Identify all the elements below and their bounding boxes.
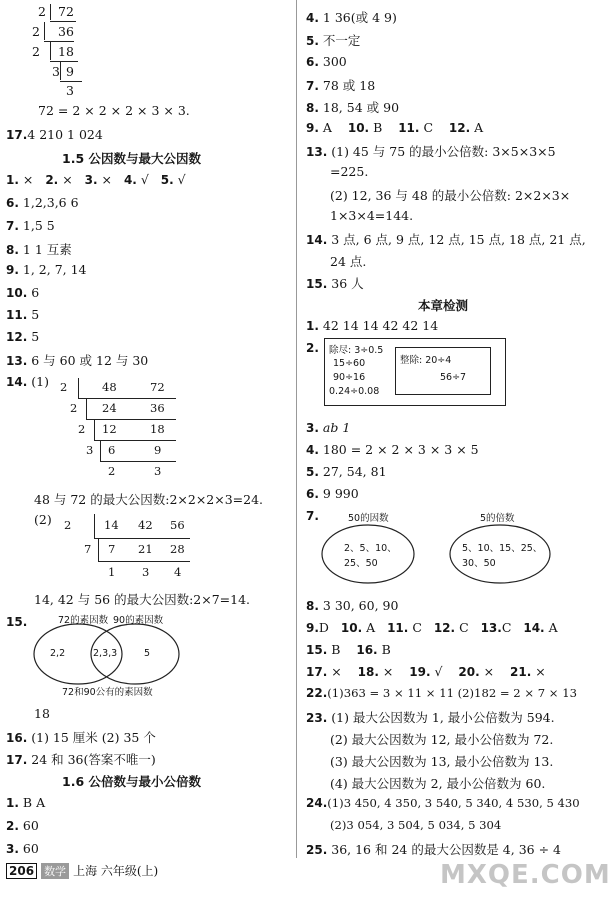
ladder-divisor: 2 <box>32 44 40 59</box>
answer-6: 6. 1,2,3,6 6 <box>6 195 79 210</box>
ladder-divisor: 2 <box>38 4 46 19</box>
ladder-value: 36 <box>58 24 74 39</box>
outer-box-title: 除尽: 3÷0.5 <box>329 345 384 356</box>
factor-ladder-48-72: 2 48 72 2 24 36 2 12 18 3 6 9 2 3 <box>60 378 180 484</box>
set-items-multiples-5: 5、10、15、25、 30、50 <box>462 543 543 569</box>
inner-box-title: 整除: 20÷4 <box>400 355 452 366</box>
answer-7r: 7. 78 或 18 <box>306 78 376 93</box>
set-label-multiples-5: 5的倍数 <box>480 513 515 524</box>
venn-caption: 72和90公有的素因数 <box>62 687 153 698</box>
answer-4: 4. 1 36(或 4 9) <box>306 10 397 25</box>
answer-13r-line4: 1×3×4=144. <box>330 208 414 223</box>
answer-9: 9. 1, 2, 7, 14 <box>6 262 87 277</box>
ladder-divisor: 2 <box>32 24 40 39</box>
edition-label: 上海 六年级(上) <box>73 864 159 878</box>
chapter-answer-5: 5. 27, 54, 81 <box>306 464 387 479</box>
ladder-value: 18 <box>58 44 74 59</box>
chapter-answer-3: 3. ab 1 <box>306 420 351 435</box>
venn-only-72: 2,2 <box>50 648 66 659</box>
answer-14r-line2: 24 点. <box>330 254 367 269</box>
factorization-result: 72 = 2 × 2 × 2 × 3 × 3. <box>38 103 190 118</box>
chapter-answers-9-14: 9.D 10. A 11. C 12. C 13.C 14. A <box>306 620 558 635</box>
answer-8r: 8. 18, 54 或 90 <box>306 100 400 115</box>
answer-14-part2-result: 14, 42 与 56 的最大公因数:2×7=14. <box>34 592 251 607</box>
chapter-answers-15-16: 15. B 16. B <box>306 642 391 657</box>
chapter-answer-24-line1: 24.(1)3 450, 4 350, 3 540, 5 340, 4 530, 5 430 <box>306 796 580 810</box>
set-label-factors-50: 50的因数 <box>348 513 389 524</box>
answer-13: 13. 6 与 60 或 12 与 30 <box>6 353 149 368</box>
ladder-divisor: 3 <box>52 64 60 79</box>
answer-15-result: 18 <box>34 706 50 721</box>
chapter-answer-23-line2: (2) 最大公因数为 12, 最小公倍数为 72. <box>330 732 554 747</box>
division-classification-box: 除尽: 3÷0.5 15÷60 90÷16 0.24÷0.08 整除: 20÷4 56÷7 <box>324 338 506 406</box>
chapter-answer-1: 1. 42 14 14 42 42 14 <box>306 318 439 333</box>
ladder-value: 3 <box>66 83 74 98</box>
section-title-1-5: 1.5 公因数与最大公因数 <box>62 151 201 166</box>
ladder-value: 72 <box>58 4 74 19</box>
ladder-value: 9 <box>66 64 74 79</box>
watermark-logo: MXQE.COM <box>440 860 611 890</box>
set-items-factors-50: 2、5、10、 25、50 <box>344 543 397 569</box>
answer-15-num: 15. <box>6 615 28 629</box>
chapter-answer-2-num: 2. <box>306 341 319 355</box>
answer-6r: 6. 300 <box>306 54 347 69</box>
answer-15r: 15. 36 人 <box>306 276 364 291</box>
chapter-answer-24-line2: (2)3 054, 3 504, 5 034, 5 304 <box>330 818 502 832</box>
chapter-answer-7-num: 7. <box>306 509 319 523</box>
factor-ladder-72 <box>32 4 98 98</box>
chapter-answer-23-line4: (4) 最大公因数为 2, 最小公倍数为 60. <box>330 776 546 791</box>
answer-13r-line1: 13. (1) 45 与 75 的最小公倍数: 3×5×3×5 <box>306 144 556 159</box>
answer-14-part1-label: 14. (1) <box>6 374 49 389</box>
chapter-answers-17-21: 17. × 18. × 19. √ 20. × 21. × <box>306 664 546 679</box>
subject-tag: 数学 <box>41 863 69 879</box>
chapter-answer-22: 22.(1)363 = 3 × 11 × 11 (2)182 = 2 × 7 × 13 <box>306 686 577 700</box>
section-title-1-6: 1.6 公倍数与最小公倍数 <box>62 774 201 789</box>
page-footer <box>6 862 158 879</box>
chapter-answer-8: 8. 3 30, 60, 90 <box>306 598 399 613</box>
answer-14r-line1: 14. 3 点, 6 点, 9 点, 12 点, 15 点, 18 点, 21 点, <box>306 232 586 247</box>
venn-label-90: 90的素因数 <box>113 615 164 626</box>
answer-13r-line3: (2) 12, 36 与 48 的最小公倍数: 2×2×3× <box>330 188 571 203</box>
answers-1-5: 1. × 2. × 3. × 4. √ 5. √ <box>6 172 186 187</box>
factor-ladder-14-42-56: 2 14 42 56 7 7 21 28 1 3 4 <box>64 514 194 580</box>
answers-9-12: 9. A 10. B 11. C 12. A <box>306 120 484 135</box>
answer-1-6-1: 1. B A <box>6 795 46 810</box>
answer-13r-line2: =225. <box>330 164 369 179</box>
venn-only-90: 5 <box>144 648 151 659</box>
answer-17: 17.4 210 1 024 <box>6 127 103 142</box>
answer-12: 12. 5 <box>6 329 40 344</box>
answer-1-6-2: 2. 60 <box>6 818 39 833</box>
page-number: 206 <box>6 863 37 879</box>
chapter-answer-6: 6. 9 990 <box>306 486 359 501</box>
answer-14-part1-result: 48 与 72 的最大公因数:2×2×2×3=24. <box>34 492 264 507</box>
answer-11: 11. 5 <box>6 307 40 322</box>
answer-17b: 17. 24 和 36(答案不唯一) <box>6 752 156 767</box>
answer-10: 10. 6 <box>6 285 40 300</box>
chapter-answer-25: 25. 36, 16 和 24 的最大公因数是 4, 36 ÷ 4 <box>306 842 561 857</box>
chapter-answer-23-line3: (3) 最大公因数为 13, 最小公倍数为 13. <box>330 754 554 769</box>
venn-both: 2,3,3 <box>93 648 118 659</box>
chapter-test-title: 本章检测 <box>418 298 469 313</box>
column-divider <box>296 0 297 858</box>
chapter-answer-23-line1: 23. (1) 最大公因数为 1, 最小公倍数为 594. <box>306 710 555 725</box>
answer-14-part2-label: (2) <box>34 512 52 527</box>
answer-5: 5. 不一定 <box>306 33 361 48</box>
answer-8: 8. 1 1 互素 <box>6 242 72 257</box>
inner-box: 整除: 20÷4 56÷7 <box>395 347 491 395</box>
answer-16: 16. (1) 15 厘米 (2) 35 个 <box>6 730 156 745</box>
answer-7: 7. 1,5 5 <box>6 218 55 233</box>
answer-1-6-3: 3. 60 <box>6 841 39 856</box>
venn-label-72: 72的素因数 <box>58 615 109 626</box>
chapter-answer-4: 4. 180 = 2 × 2 × 3 × 3 × 5 <box>306 442 479 457</box>
